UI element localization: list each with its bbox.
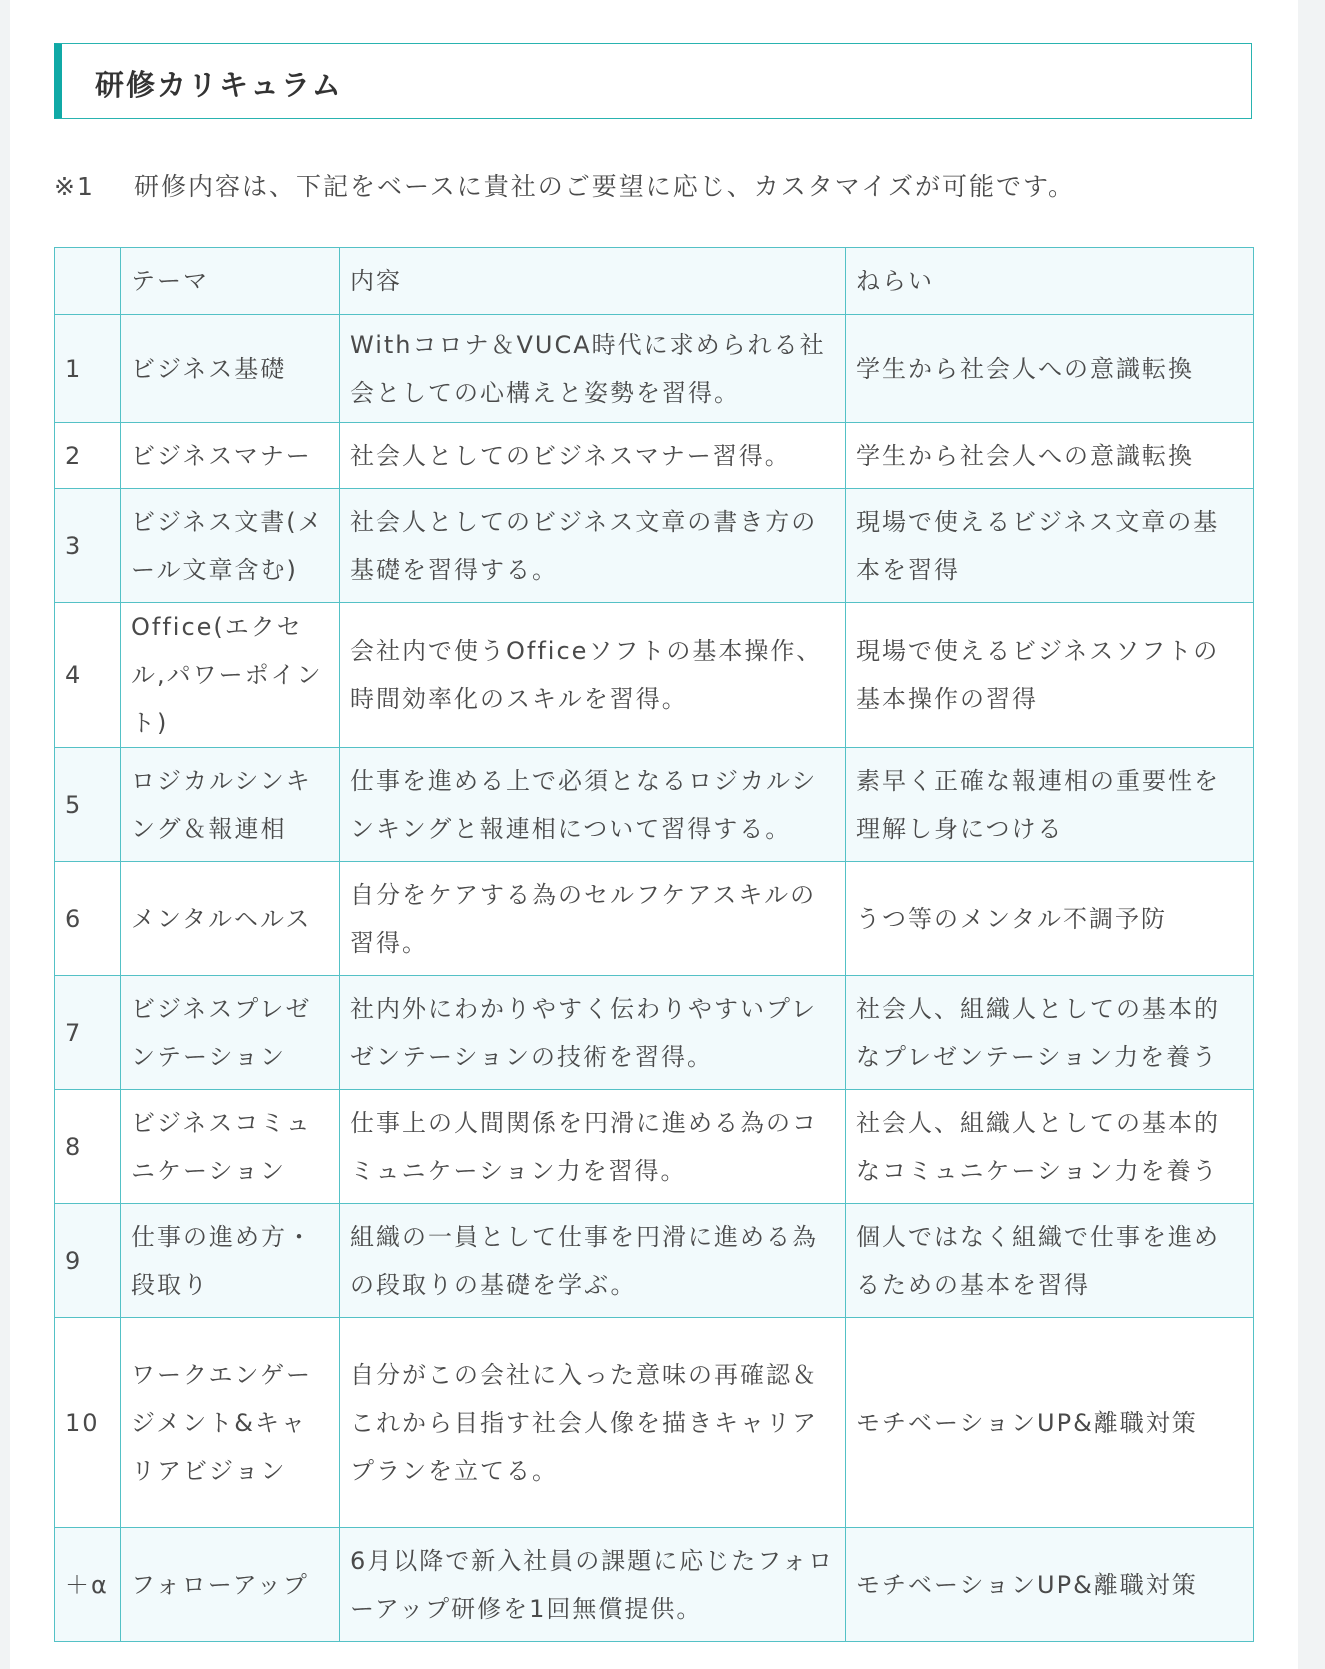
note-mark: ※1 xyxy=(54,172,95,201)
row-aim: 個人ではなく組織で仕事を進めるための基本を習得 xyxy=(846,1204,1254,1318)
row-no: 6 xyxy=(55,862,121,976)
table-row xyxy=(55,603,1254,748)
row-aim: 現場で使えるビジネスソフトの基本操作の習得 xyxy=(846,603,1254,748)
row-theme: ビジネスプレゼンテーション xyxy=(121,976,340,1090)
row-aim: 素早く正確な報連相の重要性を理解し身につける xyxy=(846,748,1254,862)
table-row xyxy=(55,976,1254,1090)
row-no: 9 xyxy=(55,1204,121,1318)
header-no xyxy=(55,248,121,315)
table-row xyxy=(55,1528,1254,1642)
row-content: 社会人としてのビジネス文章の書き方の基礎を習得する。 xyxy=(340,489,846,603)
row-theme: ビジネスマナー xyxy=(121,423,340,489)
row-content: 自分をケアする為のセルフケアスキルの習得。 xyxy=(340,862,846,976)
row-no: 5 xyxy=(55,748,121,862)
row-content: 社会人としてのビジネスマナー習得。 xyxy=(340,423,846,489)
section-heading-box xyxy=(54,43,1252,119)
row-content: 仕事上の人間関係を円滑に進める為のコミュニケーション力を習得。 xyxy=(340,1090,846,1204)
row-no: 8 xyxy=(55,1090,121,1204)
curriculum-table xyxy=(54,247,1254,1642)
table-row xyxy=(55,489,1254,603)
row-no: 10 xyxy=(55,1318,121,1528)
row-aim: 学生から社会人への意識転換 xyxy=(846,423,1254,489)
row-content: 会社内で使うOfficeソフトの基本操作、時間効率化のスキルを習得。 xyxy=(340,603,846,748)
table-row xyxy=(55,862,1254,976)
row-no: 3 xyxy=(55,489,121,603)
row-content: 6月以降で新入社員の課題に応じたフォローアップ研修を1回無償提供。 xyxy=(340,1528,846,1642)
table-row xyxy=(55,315,1254,423)
row-aim: 社会人、組織人としての基本的なプレゼンテーション力を養う xyxy=(846,976,1254,1090)
row-no: 2 xyxy=(55,423,121,489)
row-theme: ビジネスコミュニケーション xyxy=(121,1090,340,1204)
row-aim: 現場で使えるビジネス文章の基本を習得 xyxy=(846,489,1254,603)
row-theme: ビジネス文書(メール文章含む) xyxy=(121,489,340,603)
note-text: 研修内容は、下記をベースに貴社のご要望に応じ、カスタマイズが可能です。 xyxy=(134,172,1076,201)
header-content: 内容 xyxy=(340,248,846,315)
header-aim: ねらい xyxy=(846,248,1254,315)
row-content: 組織の一員として仕事を円滑に進める為の段取りの基礎を学ぶ。 xyxy=(340,1204,846,1318)
row-content: Withコロナ＆VUCA時代に求められる社会としての心構えと姿勢を習得。 xyxy=(340,315,846,423)
table-row xyxy=(55,1090,1254,1204)
row-content: 仕事を進める上で必須となるロジカルシンキングと報連相について習得する。 xyxy=(340,748,846,862)
header-theme: テーマ xyxy=(121,248,340,315)
row-aim: モチベーションUP&離職対策 xyxy=(846,1318,1254,1528)
row-theme: ワークエンゲージメント&キャリアビジョン xyxy=(121,1318,340,1528)
row-aim: 学生から社会人への意識転換 xyxy=(846,315,1254,423)
row-no: 1 xyxy=(55,315,121,423)
row-aim: モチベーションUP&離職対策 xyxy=(846,1528,1254,1642)
row-theme: 仕事の進め方・段取り xyxy=(121,1204,340,1318)
row-content: 自分がこの会社に入った意味の再確認＆これから目指す社会人像を描きキャリアプランを立てる。 xyxy=(340,1318,846,1528)
table-row xyxy=(55,1204,1254,1318)
row-theme: フォローアップ xyxy=(121,1528,340,1642)
row-theme: Office(エクセル,パワーポイント) xyxy=(121,603,340,748)
row-theme: ビジネス基礎 xyxy=(121,315,340,423)
row-theme: ロジカルシンキング＆報連相 xyxy=(121,748,340,862)
table-row xyxy=(55,423,1254,489)
row-aim: うつ等のメンタル不調予防 xyxy=(846,862,1254,976)
table-header-row xyxy=(55,248,1254,315)
table-row xyxy=(55,1318,1254,1528)
row-theme: メンタルヘルス xyxy=(121,862,340,976)
section-heading: 研修カリキュラム xyxy=(95,68,343,102)
row-no: ＋α xyxy=(55,1528,121,1642)
table-row xyxy=(55,748,1254,862)
row-no: 4 xyxy=(55,603,121,748)
row-content: 社内外にわかりやすく伝わりやすいプレゼンテーションの技術を習得。 xyxy=(340,976,846,1090)
customization-note xyxy=(54,167,1075,203)
row-no: 7 xyxy=(55,976,121,1090)
row-aim: 社会人、組織人としての基本的なコミュニケーション力を養う xyxy=(846,1090,1254,1204)
page xyxy=(10,0,1298,1669)
